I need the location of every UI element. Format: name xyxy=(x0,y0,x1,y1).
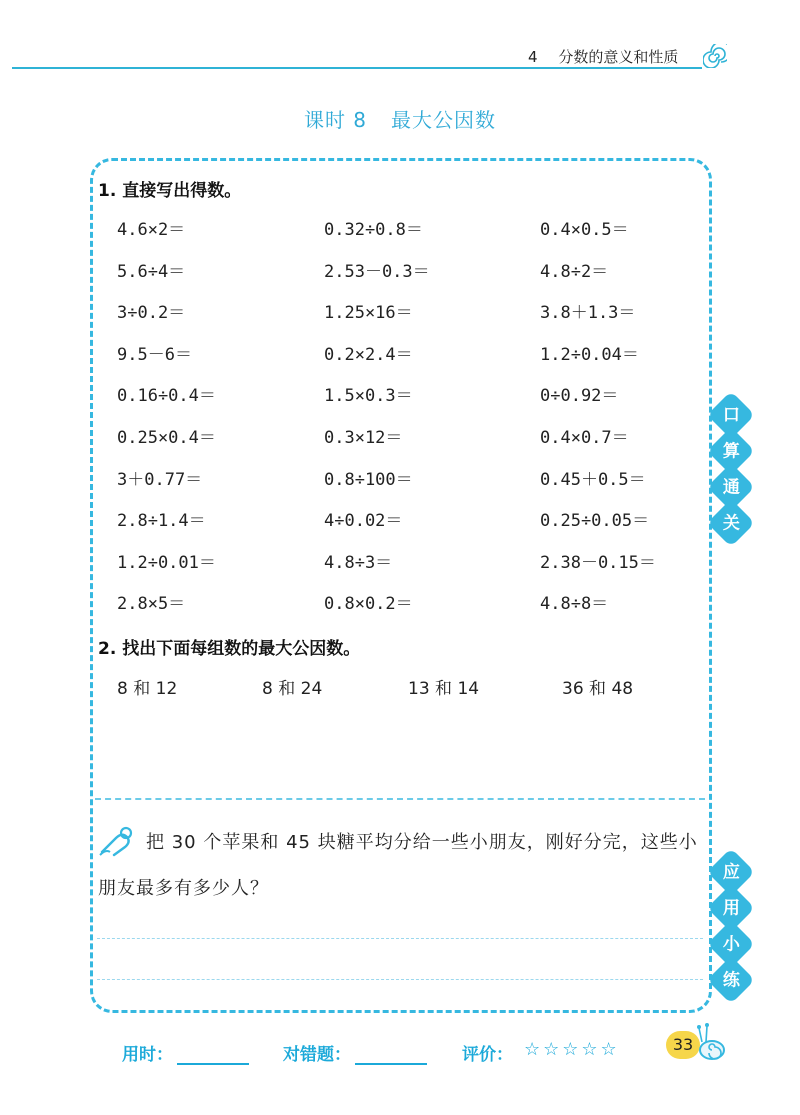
lesson-label: 课时 8 xyxy=(303,108,368,132)
chapter-number: 4 xyxy=(528,48,538,66)
side-tab-oral-2: 算 xyxy=(707,427,755,475)
calc-problem: 0.25÷0.05＝ xyxy=(540,511,650,531)
calc-problem: 2.53－0.3＝ xyxy=(324,262,430,282)
calc-problem: 0.32÷0.8＝ xyxy=(324,220,423,240)
section2-title: 2. 找出下面每组数的最大公因数。 xyxy=(98,639,361,659)
calc-problem: 0.2×2.4＝ xyxy=(324,345,413,365)
calc-problem: 0.4×0.5＝ xyxy=(540,220,629,240)
number-pair: 36 和 48 xyxy=(562,679,634,699)
calc-problem: 0.25×0.4＝ xyxy=(117,428,216,448)
errors-label: 对错题： xyxy=(283,1045,351,1065)
calc-problem: 2.8×5＝ xyxy=(117,594,186,614)
time-field xyxy=(122,1040,249,1065)
chapter-header xyxy=(528,46,678,67)
errors-field xyxy=(283,1040,427,1065)
calc-problem: 3÷0.2＝ xyxy=(117,303,186,323)
calc-problem: 4.8÷3＝ xyxy=(324,553,393,573)
calc-problem: 4÷0.02＝ xyxy=(324,511,403,531)
calc-problem: 1.2÷0.04＝ xyxy=(540,345,639,365)
snail-icon xyxy=(694,1020,728,1062)
calc-problem: 4.8÷8＝ xyxy=(540,594,609,614)
rating-label: 评价： xyxy=(462,1045,513,1065)
paperclip-icon xyxy=(96,822,138,858)
calc-problem: 0.45＋0.5＝ xyxy=(540,470,646,490)
side-tab-apply-2: 用 xyxy=(707,884,755,932)
errors-blank[interactable] xyxy=(355,1063,427,1065)
calc-problem: 3＋0.77＝ xyxy=(117,470,203,490)
side-tab-oral-3: 通 xyxy=(707,463,755,511)
calc-problem: 0.8÷100＝ xyxy=(324,470,413,490)
time-blank[interactable] xyxy=(177,1063,249,1065)
application-line-1: 把 30 个苹果和 45 块糖平均分给一些小朋友，刚好分完，这些小 xyxy=(146,832,698,853)
calc-problem: 5.6÷4＝ xyxy=(117,262,186,282)
answer-line-1[interactable] xyxy=(97,938,703,939)
calc-problem: 0÷0.92＝ xyxy=(540,386,619,406)
calc-problem: 3.8＋1.3＝ xyxy=(540,303,636,323)
calc-problem: 0.4×0.7＝ xyxy=(540,428,629,448)
answer-line-2[interactable] xyxy=(97,979,703,980)
number-pair: 8 和 24 xyxy=(262,679,323,699)
calc-problem: 2.8÷1.4＝ xyxy=(117,511,206,531)
lesson-title xyxy=(0,104,800,133)
calc-problem: 1.5×0.3＝ xyxy=(324,386,413,406)
calc-problem: 0.3×12＝ xyxy=(324,428,403,448)
number-pair: 8 和 12 xyxy=(117,679,178,699)
lesson-topic: 最大公因数 xyxy=(391,108,497,132)
time-label: 用时： xyxy=(122,1045,173,1065)
application-line-2: 朋友最多有多少人？ xyxy=(98,878,269,899)
side-tab-apply-3: 小 xyxy=(707,920,755,968)
calc-problem: 0.16÷0.4＝ xyxy=(117,386,216,406)
calc-problem: 2.38－0.15＝ xyxy=(540,553,656,573)
side-tab-oral-4: 关 xyxy=(707,499,755,547)
rating-stars[interactable]: ☆☆☆☆☆ xyxy=(524,1039,620,1060)
header-rule xyxy=(12,67,702,69)
section1-title: 1. 直接写出得数。 xyxy=(98,181,242,201)
side-tab-apply-1: 应 xyxy=(707,848,755,896)
calc-problem: 1.2÷0.01＝ xyxy=(117,553,216,573)
section-divider xyxy=(95,798,705,800)
calc-problem: 1.25×16＝ xyxy=(324,303,413,323)
page-number: 33 xyxy=(666,1031,700,1059)
number-pair: 13 和 14 xyxy=(408,679,480,699)
side-tab-apply-4: 练 xyxy=(707,956,755,1004)
calc-problem: 9.5－6＝ xyxy=(117,345,192,365)
calc-problem: 0.8×0.2＝ xyxy=(324,594,413,614)
calc-problem: 4.8÷2＝ xyxy=(540,262,609,282)
side-tab-oral-1: 口 xyxy=(707,391,755,439)
calc-problem: 4.6×2＝ xyxy=(117,220,186,240)
chapter-title: 分数的意义和性质 xyxy=(558,48,679,66)
spiral-icon xyxy=(703,44,727,68)
